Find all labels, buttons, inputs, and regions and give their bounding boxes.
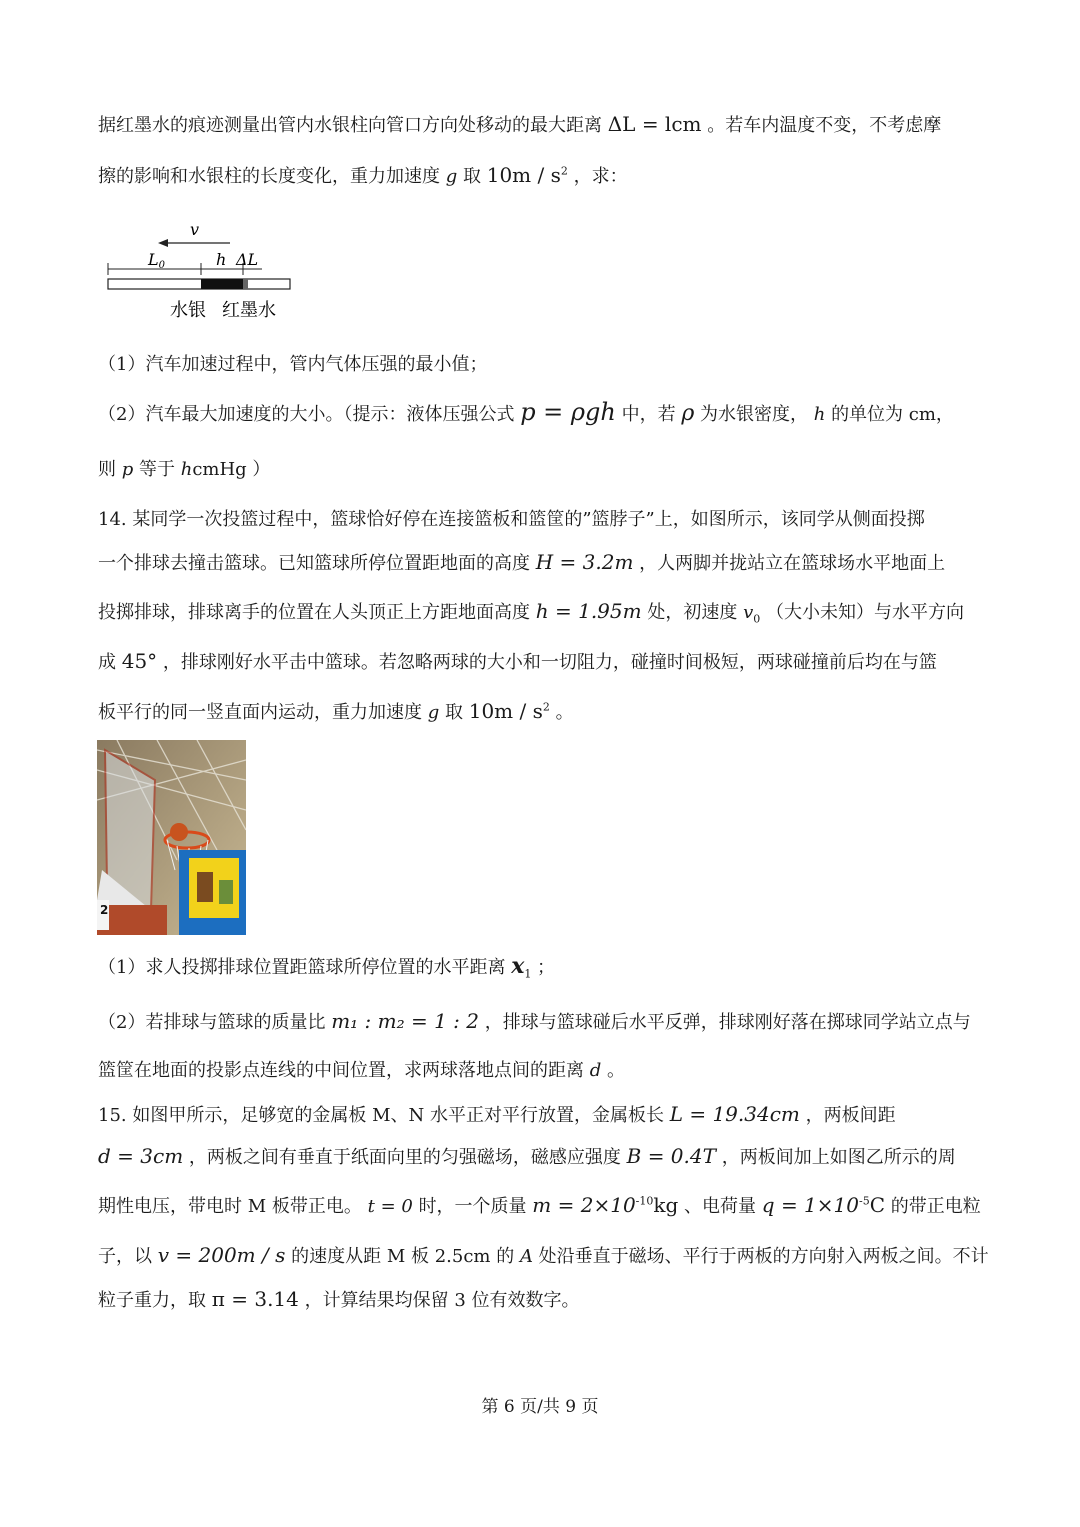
exponent: 2 xyxy=(560,164,568,178)
formula-velocity: v = 200m / s xyxy=(157,1243,286,1267)
text: 的速度从距 M 板 2.5cm 的 xyxy=(291,1246,515,1267)
mercury-column xyxy=(201,279,243,289)
text: 粒子重力，取 xyxy=(98,1290,206,1311)
intro-line-2 xyxy=(98,162,988,190)
symbol-v0: v xyxy=(743,602,754,623)
text: 。 xyxy=(607,1060,625,1081)
symbol-rho: ρ xyxy=(681,401,695,426)
mass-ratio: m₁ : m₂ = 1 : 2 xyxy=(331,1009,479,1033)
formula-field-b: B = 0.4T xyxy=(626,1144,716,1168)
text: 篮筐在地面的投影点连线的中间位置，求两球落地点间的距离 xyxy=(98,1060,584,1081)
text: 处，初速度 xyxy=(647,602,738,623)
red-ink-mark xyxy=(243,279,248,289)
q15-line-4 xyxy=(98,1242,988,1270)
text: 处沿垂直于磁场、平行于两板的方向射入两板之间。不计 xyxy=(538,1246,989,1267)
text: 、电荷量 xyxy=(684,1196,757,1217)
formula-gap: d = 3cm xyxy=(98,1144,184,1168)
symbol-h: h xyxy=(813,404,826,425)
value-accel: 10m / s xyxy=(486,163,561,187)
text: ，两板间加上如图乙所示的周 xyxy=(721,1147,956,1168)
subscript: 1 xyxy=(524,967,532,981)
text: 时，一个质量 xyxy=(418,1196,527,1217)
text: 等于 xyxy=(139,459,175,480)
q13-part1 xyxy=(98,352,988,378)
tube-figure xyxy=(100,215,300,330)
q14-sub1 xyxy=(98,953,988,981)
text: （大小未知）与水平方向 xyxy=(765,602,964,623)
text: 。若车内温度不变，不考虑摩 xyxy=(707,115,942,136)
symbol-d: d xyxy=(589,1060,602,1081)
formula-mass: m = 2×10 xyxy=(532,1193,636,1217)
text: ，排球刚好水平击中篮球。若忽略两球的大小和一切阻力，碰撞时间极短，两球碰撞前后均在与篮 xyxy=(162,652,937,673)
q13-part2-cont xyxy=(98,457,988,483)
text: 为水银密度， xyxy=(700,404,808,425)
label-mercury: 水银 xyxy=(170,300,206,321)
q14-line-1 xyxy=(98,507,988,533)
text: 擦的影响和水银柱的长度变化，重力加速度 xyxy=(98,166,440,187)
formula-delta-l: ΔL = lcm xyxy=(607,112,702,136)
formula-charge: q = 1×10 xyxy=(761,1193,859,1217)
photo-art xyxy=(97,740,246,935)
exponent: -10 xyxy=(635,1194,654,1208)
formula-pressure: p = ρgh xyxy=(520,398,616,426)
unit: kg xyxy=(653,1193,679,1217)
q13-part2 xyxy=(98,399,988,428)
formula-height-small-h: h = 1.95m xyxy=(535,599,642,623)
symbol-p: p xyxy=(121,459,134,480)
text: 取 xyxy=(445,702,463,723)
angle-value: 45° xyxy=(121,649,158,673)
symbol-h: h xyxy=(180,459,193,480)
formula-height-h: H = 3.2m xyxy=(535,550,634,574)
q14-line-2 xyxy=(98,549,988,577)
symbol-g: g xyxy=(427,702,440,723)
text: 一个排球去撞击篮球。已知篮球所停位置距地面的高度 xyxy=(98,553,530,574)
text: 投掷排球，排球离手的位置在人头顶正上方距地面高度 xyxy=(98,602,530,623)
text: 据红墨水的痕迹测量出管内水银柱向管口方向处移动的最大距离 xyxy=(98,115,602,136)
label-delta-l: ΔL xyxy=(236,250,259,269)
q14-line-3 xyxy=(98,598,988,626)
q15-line-5 xyxy=(98,1286,988,1314)
photo-number: 2 xyxy=(100,903,109,917)
page-footer: 第 6 页/共 9 页 xyxy=(481,1397,599,1417)
text: 15. 如图甲所示，足够宽的金属板 M、N 水平正对平行放置，金属板长 xyxy=(98,1105,664,1126)
label-red-ink: 红墨水 xyxy=(222,300,276,321)
text: 。 xyxy=(555,702,574,723)
text: 成 xyxy=(98,652,116,673)
q14-line-5 xyxy=(98,698,988,726)
tube-diagram xyxy=(100,215,300,330)
exponent: -5 xyxy=(859,1194,870,1208)
q15-line-1 xyxy=(98,1101,988,1129)
formula-pi: π = 3.14 xyxy=(211,1287,299,1311)
q15-line-2 xyxy=(98,1143,988,1171)
text: 的单位为 cm， xyxy=(831,404,954,425)
text: 子，以 xyxy=(98,1246,152,1267)
text: 14. 某同学一次投篮过程中，篮球恰好停在连接篮板和篮筐的”篮脖子”上，如图所示，该同学从侧面投掷 xyxy=(98,509,925,530)
text: ，两板之间有垂直于纸面向里的匀强磁场，磁感应强度 xyxy=(188,1147,621,1168)
text: ，计算结果均保留 3 位有效数字。 xyxy=(304,1290,580,1311)
text: （1）汽车加速过程中，管内气体压强的最小值； xyxy=(98,354,488,375)
text: 的带正电粒 xyxy=(890,1196,981,1217)
label-h: h xyxy=(216,250,227,269)
q14-sub2-cont xyxy=(98,1058,988,1084)
basketball-photo xyxy=(97,740,246,935)
text: （1）求人投掷排球位置距篮球所停位置的水平距离 xyxy=(98,957,506,978)
formula-time: t = 0 xyxy=(367,1196,413,1217)
label-l0: L0 xyxy=(148,250,165,271)
text: 取 xyxy=(463,166,481,187)
label-v: v xyxy=(190,220,200,239)
text: ； xyxy=(537,957,556,978)
text: ，两板间距 xyxy=(805,1105,896,1126)
text: 则 xyxy=(98,459,116,480)
text: ，求： xyxy=(573,166,628,187)
exponent: 2 xyxy=(542,700,550,714)
symbol-x1: x xyxy=(511,953,525,979)
q14-line-4 xyxy=(98,648,988,676)
symbol-g: g xyxy=(445,166,458,187)
subscript: 0 xyxy=(753,612,761,626)
point-a: A xyxy=(519,1246,533,1267)
text: （2）若排球与篮球的质量比 xyxy=(98,1012,326,1033)
unit: C xyxy=(869,1193,886,1217)
q15-line-3 xyxy=(98,1192,988,1220)
text: 期性电压，带电时 M 板带正电。 xyxy=(98,1196,362,1217)
q14-sub2 xyxy=(98,1008,988,1036)
text: cmHg ） xyxy=(192,459,271,480)
text: ，人两脚并拢站立在篮球场水平地面上 xyxy=(639,553,946,574)
intro-line-1 xyxy=(98,111,988,139)
formula-length: L = 19.34cm xyxy=(669,1102,800,1126)
text: 中，若 xyxy=(621,404,676,425)
text: ，排球与篮球碰后水平反弹，排球刚好落在掷球同学站立点与 xyxy=(484,1012,971,1033)
value-accel: 10m / s xyxy=(468,699,543,723)
text: 板平行的同一竖直面内运动，重力加速度 xyxy=(98,702,422,723)
text: （2）汽车最大加速度的大小。（提示：液体压强公式 xyxy=(98,404,515,425)
